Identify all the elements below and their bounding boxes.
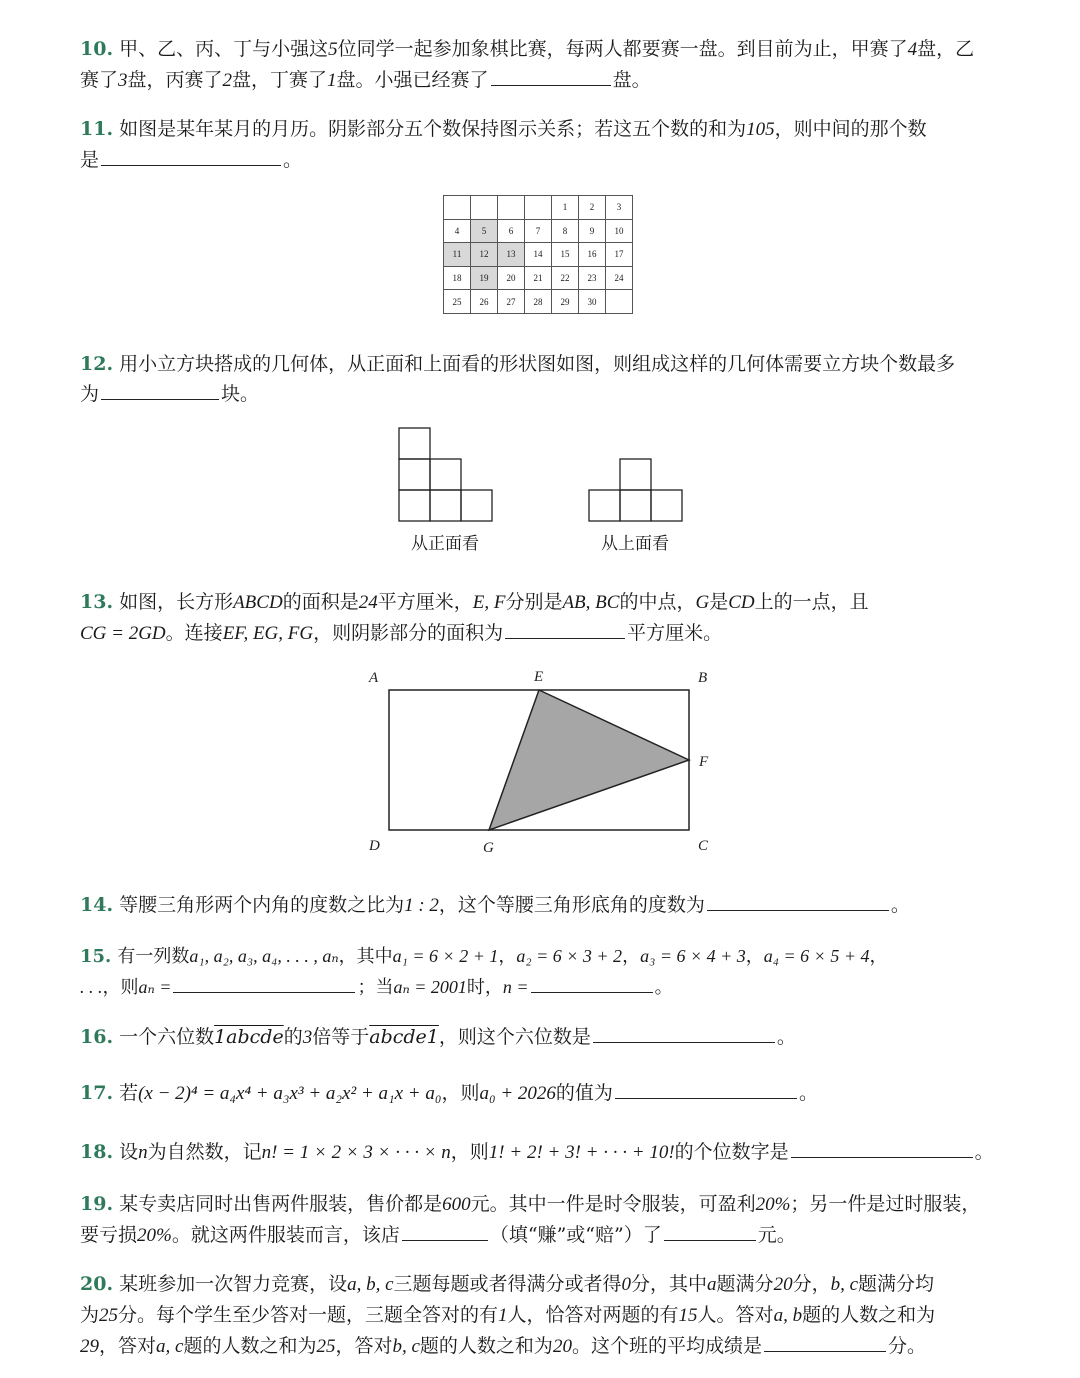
cube-square (461, 490, 492, 521)
calendar-cell: 12 (471, 243, 498, 267)
cube-square (620, 459, 651, 490)
calendar-cell: 25 (444, 290, 471, 314)
question-17: 17. 若(x − 2)⁴ = a₄x⁴ + a₃x³ + a₂x² + a₁x + a₀，则a₀ + 2026的值为 。 (80, 1078, 1005, 1109)
answer-blank[interactable] (707, 890, 889, 911)
top-view-figure (585, 455, 685, 525)
calendar-cell: 22 (552, 266, 579, 290)
calendar-cell: 29 (552, 290, 579, 314)
shaded-triangle-efg (489, 690, 689, 830)
calendar-cell: 23 (579, 266, 606, 290)
question-16: 16. 一个六位数1abcde的3倍等于abcde1，则这个六位数是 。 (80, 1022, 1005, 1053)
calendar-cell: 3 (606, 196, 633, 220)
calendar-cell: 14 (525, 243, 552, 267)
question-15: 15. 有一列数a₁, a₂, a₃, a₄, . . . , aₙ，其中a₁ = 6 × 2 + 1，a₂ = 6 × 3 + 2，a₃ = 6 × 4 + 3，a₄ = 6 × 5 + 4， . . .，则aₙ = ；当aₙ = 2001时，n = 。 (80, 946, 888, 998)
calendar-cell: 17 (606, 243, 633, 267)
calendar-cell: 9 (579, 219, 606, 243)
calendar-row (444, 243, 633, 267)
answer-blank[interactable] (101, 145, 281, 166)
question-number: 18. (80, 1141, 114, 1163)
question-12: 12. 用小立方块搭成的几何体，从正面和上面看的形状图如图，则组成这样的几何体需要立方块个数最多 为 块。 (80, 353, 956, 405)
calendar-row (444, 219, 633, 243)
question-number: 12. (80, 353, 114, 375)
calendar-cell (471, 196, 498, 220)
answer-blank[interactable] (764, 1331, 886, 1352)
calendar-cell: 5 (471, 219, 498, 243)
calendar-cell: 21 (525, 266, 552, 290)
cube-square (430, 490, 461, 521)
calendar-cell: 26 (471, 290, 498, 314)
answer-blank[interactable] (505, 618, 625, 639)
rectangle-figure (360, 662, 730, 862)
top-view-label: 从上面看 (601, 534, 669, 554)
question-number: 20. (80, 1273, 114, 1295)
question-number: 15. (80, 946, 112, 967)
calendar-cell (525, 196, 552, 220)
front-view-figure (395, 424, 495, 524)
calendar-cell: 6 (498, 219, 525, 243)
answer-blank[interactable] (491, 65, 611, 86)
question-13: 13. 如图，长方形ABCD的面积是24平方厘米，E, F分别是AB, BC的中点，G是CD上的一点，且 CG = 2GD。连接EF, EG, FG，则阴影部分的面积为 平方厘米。 (80, 591, 869, 644)
calendar-cell (498, 196, 525, 220)
answer-blank[interactable] (664, 1220, 756, 1241)
calendar-cell: 16 (579, 243, 606, 267)
calendar-cell: 1 (552, 196, 579, 220)
calendar-row (444, 290, 633, 314)
point-label-g: G (483, 840, 494, 856)
point-label-f: F (699, 754, 709, 770)
question-number: 19. (80, 1193, 114, 1215)
calendar-cell: 10 (606, 219, 633, 243)
calendar-cell: 2 (579, 196, 606, 220)
calendar-cell (444, 196, 471, 220)
cube-square (399, 490, 430, 521)
calendar-cell: 8 (552, 219, 579, 243)
answer-blank[interactable] (791, 1137, 973, 1158)
question-number: 17. (80, 1082, 114, 1104)
point-label-e: E (534, 669, 544, 685)
point-label-a: A (369, 670, 379, 686)
question-11: 11. 如图是某年某月的月历。阴影部分五个数保持图示关系；若这五个数的和为105，则中间的那个数 是 。 (80, 118, 927, 171)
calendar-table (443, 195, 633, 314)
cube-square (399, 459, 430, 490)
calendar-cell: 13 (498, 243, 525, 267)
cube-square (399, 428, 430, 459)
calendar-row (444, 266, 633, 290)
question-number: 13. (80, 591, 114, 613)
question-18: 18. 设n为自然数，记n! = 1 × 2 × 3 × · · · × n，则1! + 2! + 3! + · · · + 10!的个位数字是 。 (80, 1137, 1005, 1168)
point-label-b: B (698, 670, 708, 686)
calendar-cell: 28 (525, 290, 552, 314)
calendar-cell: 18 (444, 266, 471, 290)
question-14: 14. 等腰三角形两个内角的度数之比为1 : 2，这个等腰三角形底角的度数为 。 (80, 890, 1005, 921)
calendar-cell: 30 (579, 290, 606, 314)
cube-square (651, 490, 682, 521)
question-number: 14. (80, 894, 114, 916)
calendar-row (444, 196, 633, 220)
calendar-cell: 24 (606, 266, 633, 290)
point-label-d: D (369, 838, 380, 854)
cube-square (430, 459, 461, 490)
front-view-label: 从正面看 (411, 534, 479, 554)
cube-square (620, 490, 651, 521)
question-20: 20. 某班参加一次智力竞赛，设a, b, c三题每题或者得满分或者得0分，其中a题满分20分，b, c题满分均 为25分。每个学生至少答对一题，三题全答对的有1人，恰答对两题的有15人。答对a, b题的人数之和为 29，答对a, c题的人数之和为25，答对b, c题的人数之和为20。这个班的平均成绩是 分。 (80, 1273, 936, 1357)
answer-blank[interactable] (531, 972, 653, 993)
question-number: 16. (80, 1026, 114, 1048)
calendar-cell: 20 (498, 266, 525, 290)
calendar-cell: 15 (552, 243, 579, 267)
question-number: 11. (80, 118, 114, 140)
answer-blank[interactable] (101, 379, 219, 400)
answer-blank[interactable] (173, 972, 355, 993)
question-number: 10. (80, 38, 114, 60)
calendar-cell: 4 (444, 219, 471, 243)
answer-blank[interactable] (402, 1220, 488, 1241)
answer-blank[interactable] (615, 1078, 797, 1099)
calendar-figure (443, 195, 633, 314)
calendar-cell: 27 (498, 290, 525, 314)
point-label-c: C (698, 838, 709, 854)
question-10: 10. 甲、乙、丙、丁与小强这5位同学一起参加象棋比赛，每两人都要赛一盘。到目前为止，甲赛了4盘，乙 赛了3盘，丙赛了2盘，丁赛了1盘。小强已经赛了 盘。 (80, 38, 975, 91)
calendar-cell: 19 (471, 266, 498, 290)
calendar-cell: 11 (444, 243, 471, 267)
question-19: 19. 某专卖店同时出售两件服装，售价都是600元。其中一件是时令服装，可盈利20%；另一件是过时服装， 要亏损20%。就这两件服装而言，该店 （填“赚”或“赔”）了 元。 (80, 1193, 981, 1246)
calendar-cell: 7 (525, 219, 552, 243)
calendar-cell (606, 290, 633, 314)
cube-square (589, 490, 620, 521)
answer-blank[interactable] (593, 1022, 775, 1043)
